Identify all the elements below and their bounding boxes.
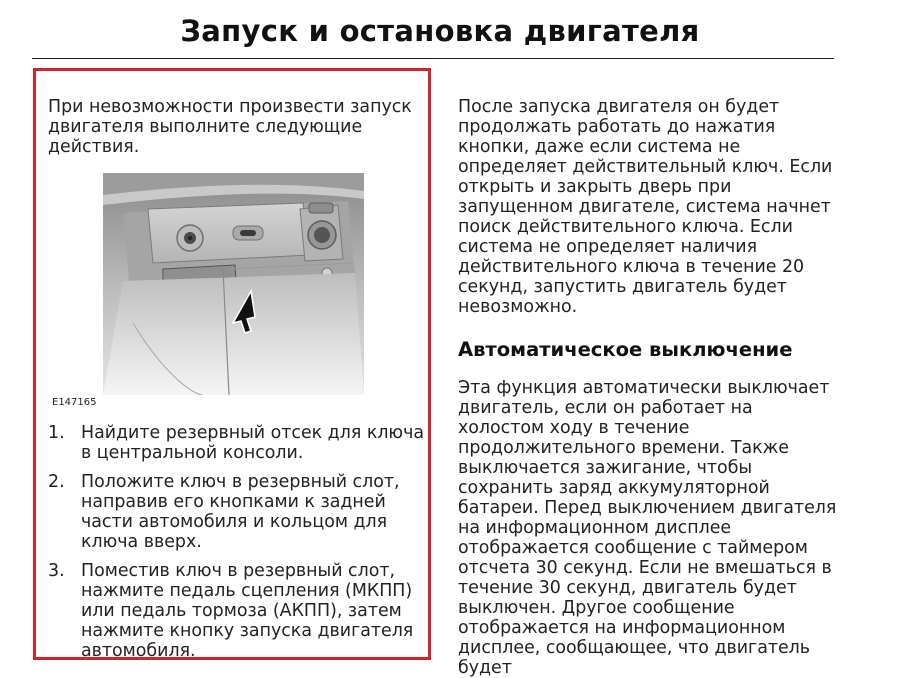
list-item bbox=[48, 472, 428, 552]
step-text: Поместив ключ в резервный слот, нажмите педаль сцепления (МКПП) или педаль тормоза (АКПП), затем нажмите кнопку запуска двигателя автомобиля. bbox=[81, 561, 414, 661]
engine-running-paragraph: После запуска двигателя он будет продолжать работать до нажатия кнопки, даже если система не определяет действительный ключ. Если открыть и закрыть дверь при запущенном двигателе, система начнет поиск действительного ключа. Если система не определяет наличия действительного ключа в течение 20 секунд, запустить двигатель будет невозможно. bbox=[458, 97, 833, 317]
intro-paragraph: При невозможности произвести запуск двигателя выполните следующие действия. bbox=[48, 97, 412, 157]
step-number: 1. bbox=[48, 423, 65, 443]
title-divider bbox=[32, 58, 834, 59]
console-drawing bbox=[103, 173, 364, 395]
list-item bbox=[48, 561, 428, 661]
step-text: Положите ключ в резервный слот, направив его кнопками к задней части автомобиля и кольцом для ключа вверх. bbox=[81, 472, 400, 552]
section-heading: Автоматическое выключение bbox=[458, 338, 793, 361]
steps-list bbox=[48, 423, 428, 670]
page-title: Запуск и остановка двигателя bbox=[180, 14, 700, 48]
list-item bbox=[48, 423, 428, 463]
figure-code: E147165 bbox=[52, 397, 97, 408]
auto-shutdown-paragraph: Эта функция автоматически выключает двигатель, если он работает на холостом ходу в течение продолжительного времени. Также выключается зажигание, чтобы сохранить заряд аккумуляторной батареи. Перед выключением двигателя на информационном дисплее отображается сообщение с таймером отсчета 30 секунд. Если не вмешаться в течение 30 секунд, двигатель будет выключен. Другое сообщение отображается на информационном дисплее, сообщающее, что двигатель будет bbox=[458, 378, 837, 678]
step-number: 2. bbox=[48, 472, 65, 492]
step-text: Найдите резервный отсек для ключа в центральной консоли. bbox=[81, 423, 425, 463]
console-illustration bbox=[103, 173, 364, 395]
step-number: 3. bbox=[48, 561, 65, 581]
right-column bbox=[458, 97, 843, 678]
